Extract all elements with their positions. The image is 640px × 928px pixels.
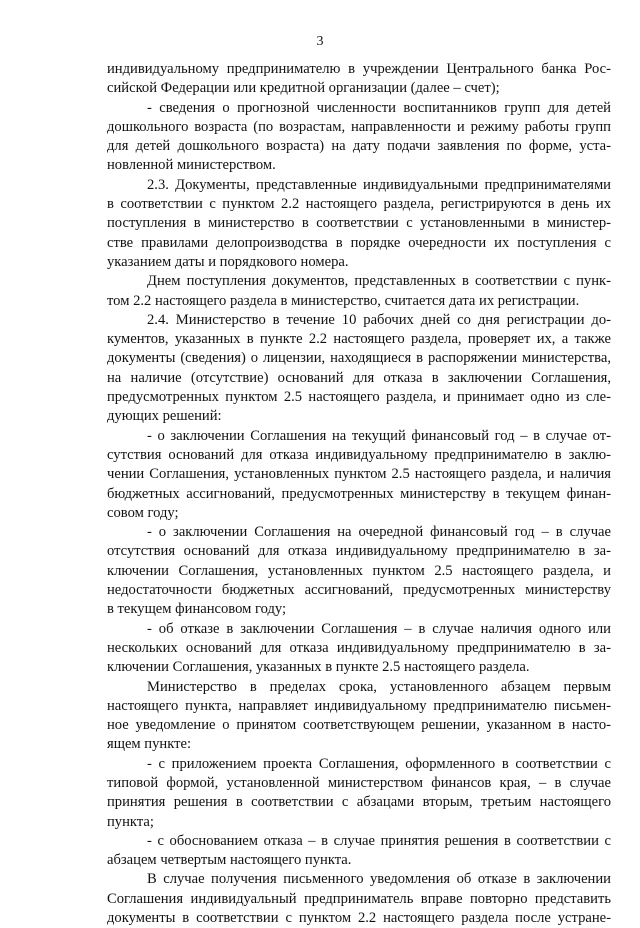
text-line: предусмотренных пунктом 2.5 настоящего раздела, и принимает одно из сле- — [107, 389, 611, 406]
text-line: поступления в министерство в соответствии с установленными в министер- — [107, 215, 611, 232]
text-line: Днем поступления документов, представленных в соответствии с пунк- — [147, 273, 611, 290]
text-line: типовой формой, установленной министерством финансов края, – в случае — [107, 774, 611, 791]
paragraph — [107, 870, 611, 928]
text-line: нескольких оснований для отказа индивидуальному предпринимателю в за- — [107, 639, 611, 656]
text-line: Министерство в пределах срока, установленного абзацем первым — [147, 678, 611, 695]
paragraph — [107, 176, 611, 272]
paragraph — [107, 99, 611, 176]
text-line: том 2.2 настоящего раздела в министерство, считается дата их регистрации. — [107, 292, 580, 309]
text-line: - о заключении Соглашения на текущий финансовый год – в случае от- — [147, 427, 611, 444]
text-line: ключении Соглашения, установленных пунктом 2.5 настоящего раздела, и — [107, 562, 611, 579]
paragraph — [107, 755, 611, 832]
paragraph — [107, 427, 611, 523]
text-line: принятия решения в соответствии с абзацами вторым, третьим настоящего — [107, 794, 611, 811]
text-line: дошкольного возраста (по возрастам, направленности и режиму работы групп — [107, 118, 611, 135]
text-line: в текущем финансовом году; — [107, 601, 287, 618]
document-body — [107, 60, 611, 928]
text-line: ящем пункте: — [107, 736, 192, 753]
paragraph — [107, 832, 611, 871]
paragraph — [107, 311, 611, 427]
text-line: сутствия оснований для отказа индивидуальному предпринимателю в заклю- — [107, 446, 611, 463]
text-line: отсутствия оснований для отказа индивидуальному предпринимателю в за- — [107, 543, 611, 560]
text-line: указанием даты и порядкового номера. — [107, 253, 349, 270]
text-line: индивидуальному предпринимателю в учреждении Центрального банка Рос- — [107, 61, 611, 77]
text-line: совом году; — [107, 504, 179, 521]
text-line: Соглашения индивидуальный предприниматель вправе повторно представить — [107, 890, 611, 907]
text-line: стве правилами делопроизводства в порядке очередности их поступления с — [107, 234, 611, 251]
text-line: В случае получения письменного уведомления об отказе в заключении — [147, 871, 611, 888]
paragraph — [107, 678, 611, 755]
paragraph — [107, 523, 611, 619]
text-line: недостаточности бюджетных ассигнований, предусмотренных министерству — [107, 582, 611, 599]
text-line: для детей дошкольного возраста) на дату подачи заявления по форме, уста- — [107, 138, 611, 155]
text-line: - о заключении Соглашения на очередной финансовый год – в случае — [147, 524, 611, 541]
text-line: - с обоснованием отказа – в случае принятия решения в соответствии с — [147, 832, 611, 849]
text-line: документы в соответствии с пунктом 2.2 настоящего раздела после устране- — [107, 910, 611, 927]
text-line: настоящего пункта, направляет индивидуальному предпринимателю письмен- — [107, 697, 611, 714]
text-line: дующих решений: — [107, 408, 222, 425]
page-number: 3 — [316, 34, 324, 49]
text-line: в соответствии с пунктом 2.2 настоящего раздела, регистрируются в день их — [107, 196, 611, 213]
text-line: бюджетных ассигнований, предусмотренных министерству в текущем финан- — [107, 485, 611, 502]
text-line: - об отказе в заключении Соглашения – в случае наличия одного или — [147, 620, 611, 637]
text-line: - сведения о прогнозной численности воспитанников групп для детей — [147, 99, 611, 116]
text-line: 2.4. Министерство в течение 10 рабочих дней со дня регистрации до- — [147, 311, 611, 328]
text-line: ное уведомление о принятом соответствующем решении, указанном в насто- — [107, 717, 611, 734]
text-line: чении Соглашения, установленных пунктом 2.5 настоящего раздела, и наличия — [107, 466, 611, 483]
text-line: пункта; — [107, 813, 154, 830]
text-line: - с приложением проекта Соглашения, оформленного в соответствии с — [147, 755, 611, 772]
paragraph — [107, 620, 611, 678]
text-line: документы (сведения) о лицензии, находящиеся в распоряжении министерства, — [107, 350, 611, 367]
text-line: сийской Федерации или кредитной организации (далее – счет); — [107, 80, 500, 97]
text-line: ключении Соглашения, указанных в пункте 2.5 настоящего раздела. — [107, 659, 530, 676]
text-line: 2.3. Документы, представленные индивидуальными предпринимателями — [147, 176, 611, 193]
text-line: на наличие (отсутствие) оснований для отказа в заключении Соглашения, — [107, 369, 611, 386]
text-line: абзацем четвертым настоящего пункта. — [107, 852, 352, 869]
paragraph — [107, 60, 611, 99]
text-line: кументов, указанных в пункте 2.2 настоящего раздела, проверяет их, а также — [107, 331, 611, 348]
paragraph — [107, 272, 611, 311]
text-line: новленной министерством. — [107, 157, 276, 174]
